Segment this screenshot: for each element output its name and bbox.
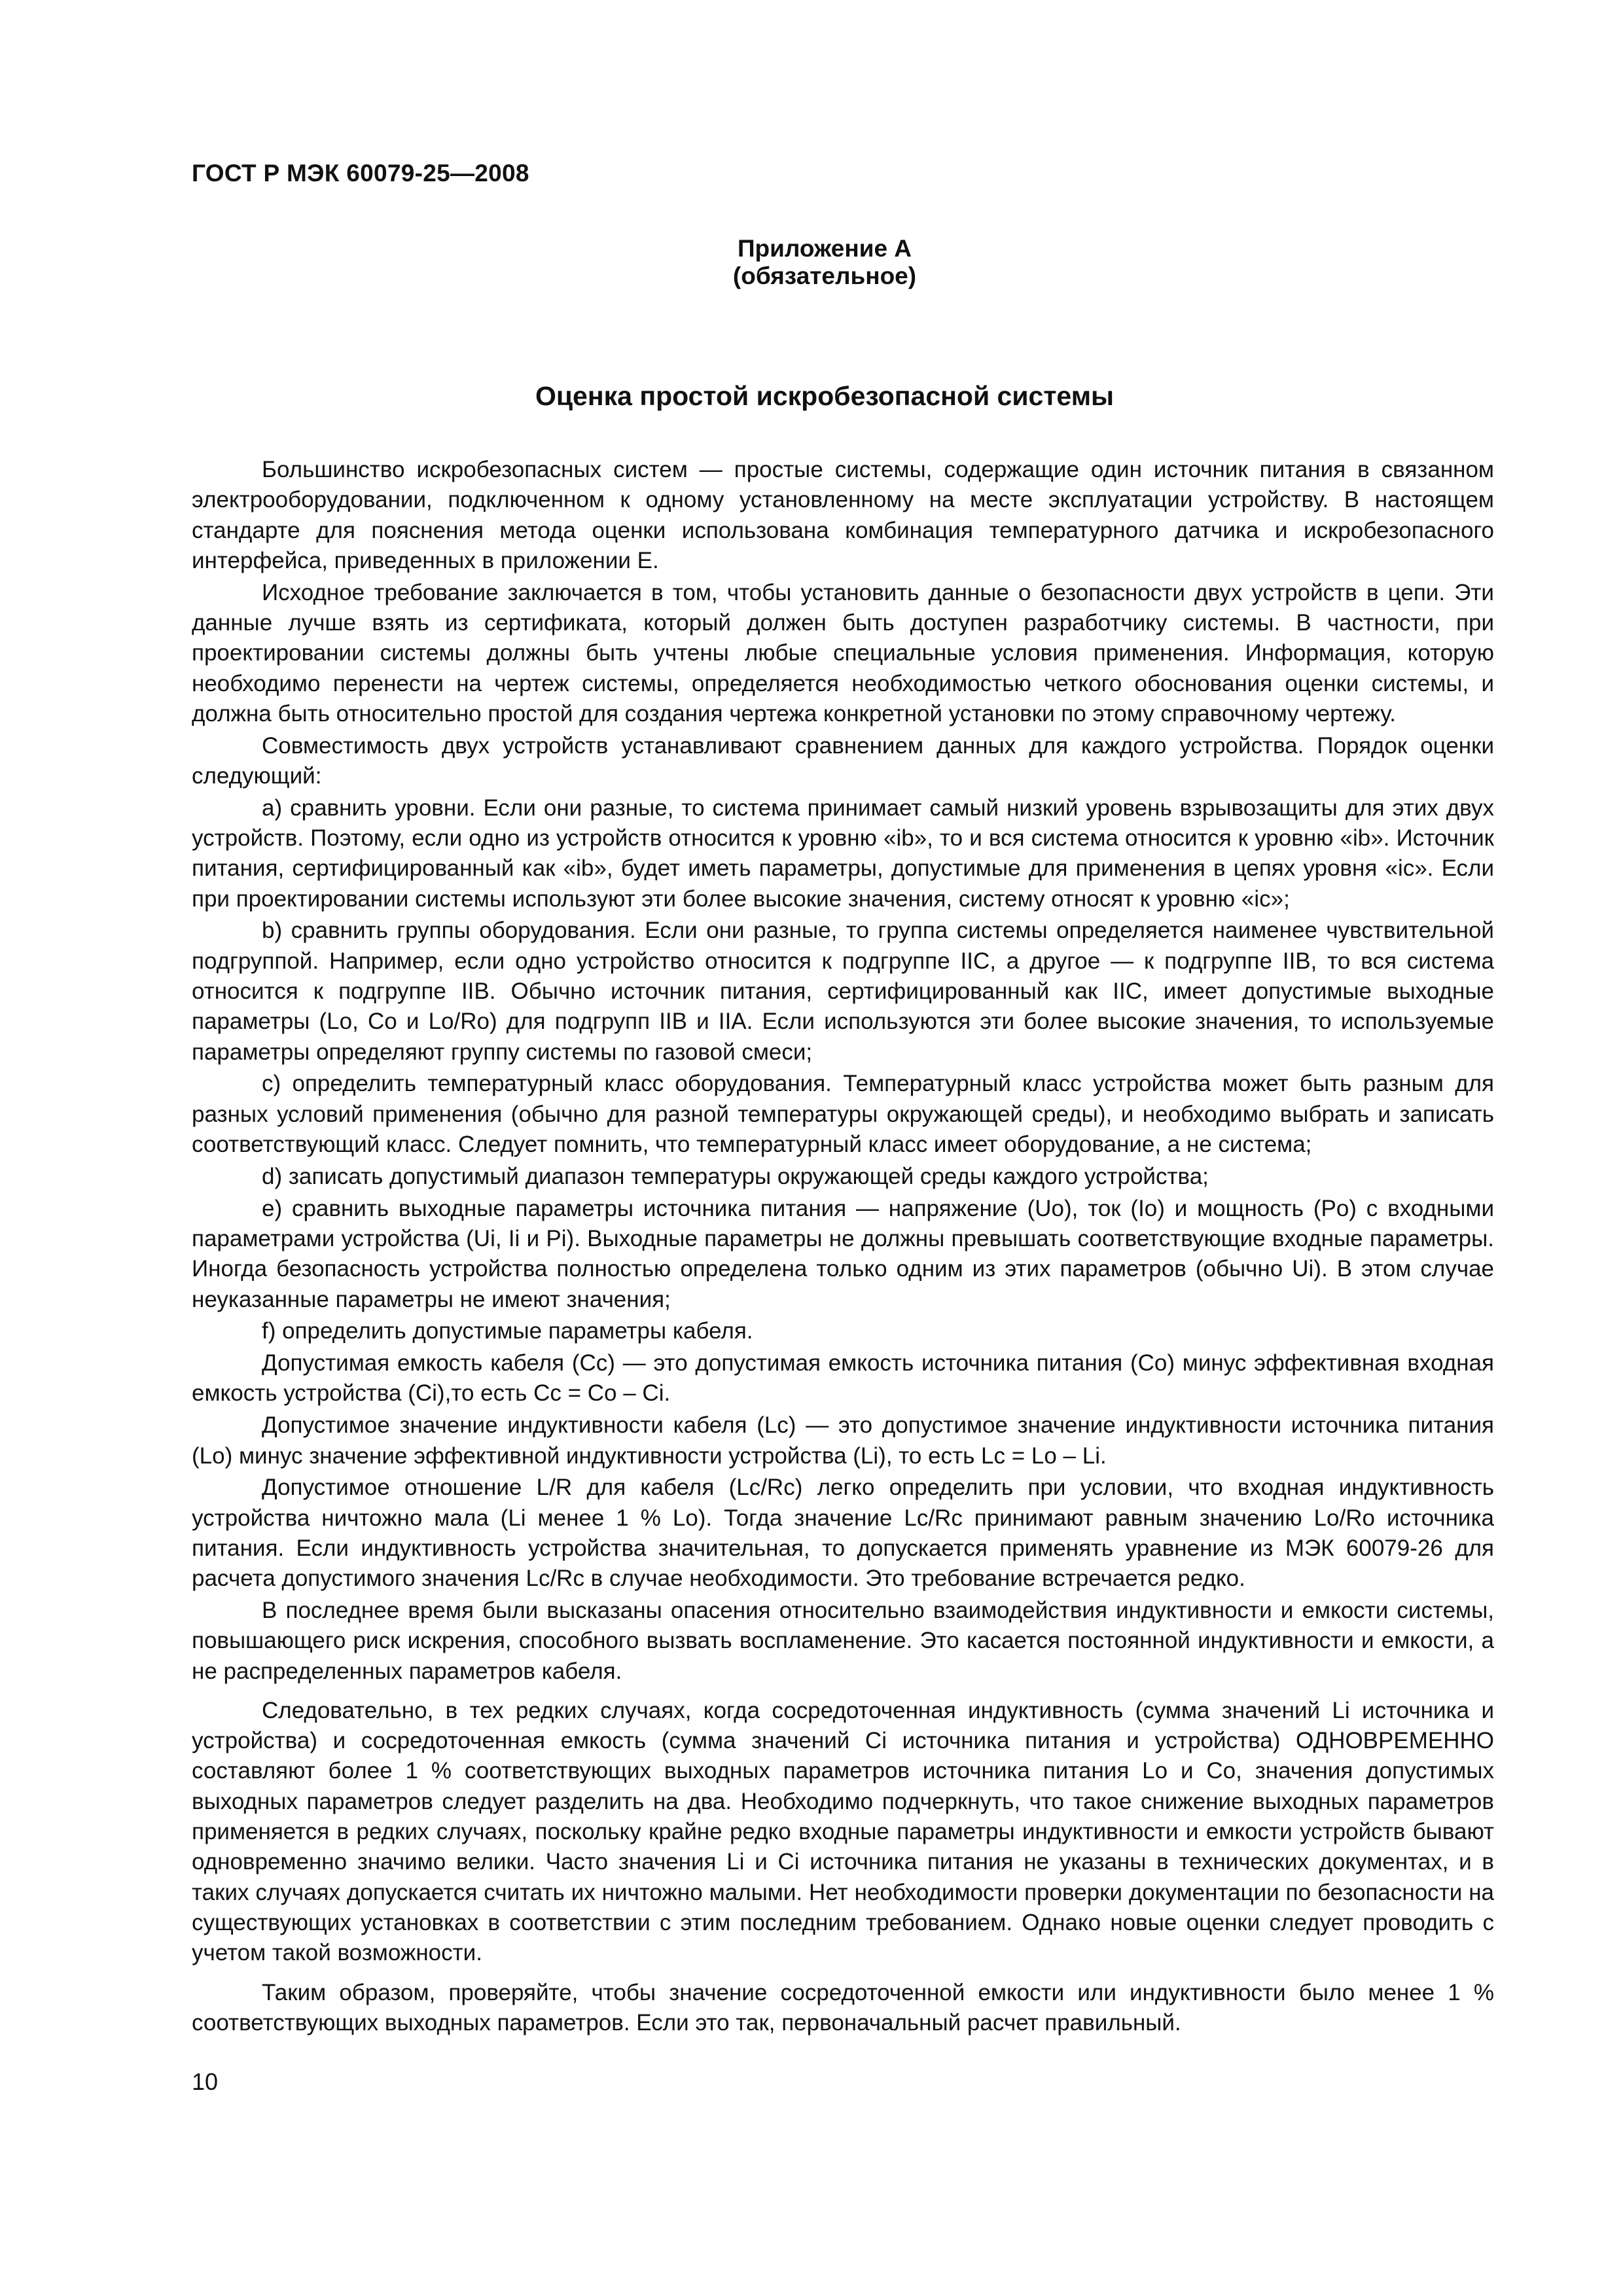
list-item-a: a) сравнить уровни. Если они разные, то система принимает самый низкий уровень взрывозащиты для этих двух устройств. Поэтому, если одно из устройств относится к уровню «ib», то и вся система относится к уровню «ib». Источник питания, сертифицированный как «ib», будет иметь параметры, допустимые для применения в цепях уровня «ic». Если при проектировании системы используют эти более высокие значения, систему относят к уровню «ic»; xyxy=(192,795,1494,912)
annex-status: (обязательное) xyxy=(732,262,917,289)
page-number: 10 xyxy=(192,2068,219,2095)
paragraph: Допустимое значение индуктивности кабеля (Lc) — это допустимое значение индуктивности источника питания (Lo) минус значение эффективной индуктивности устройства (Li), то есть Lc = Lo – Li. xyxy=(192,1412,1494,1469)
body-text xyxy=(192,455,1494,2040)
paragraph: Допустимое отношение L/R для кабеля (Lc/Rc) легко определить при условии, что входная индуктивность устройства ничтожно мала (Li менее 1 % Lo). Тогда значение Lc/Rc принимают равным значению Lo/Ro источника питания. Если индуктивность устройства значительная, то допускается применять уравнение из МЭК 60079-26 для расчета допустимого значения Lc/Rc в случае необходимости. Это требование встречается редко. xyxy=(192,1475,1494,1592)
paragraph: Следовательно, в тех редких случаях, когда сосредоточенная индуктивность (сумма значений Li источника и устройства) и сосредоточенная емкость (сумма значений Ci источника питания и устройства) ОДНОВРЕМЕННО составляют более 1 % соответствующих выходных параметров источника питания Lo и Co, значения допустимых выходных параметров следует разделить на два. Необходимо подчеркнуть, что такое снижение выходных параметров применяется в редких случаях, поскольку крайне редко входные параметры индуктивности и емкости устройств бывают одновременно значимо велики. Часто значения Li и Ci источника питания не указаны в технических документах, и в таких случаях допускается считать их ничтожно малыми. Нет необходимости проверки документации по безопасности на существующих установках в соответствии с этим последним требованием. Однако новые оценки следует проводить с учетом такой возможности. xyxy=(192,1697,1494,1966)
paragraph: В последнее время были высказаны опасения относительно взаимодействия индуктивности и емкости системы, повышающего риск искрения, способного вызвать воспламенение. Это касается постоянной индуктивности и емкости, а не распределенных параметров кабеля. xyxy=(192,1597,1494,1684)
list-item-b: b) сравнить группы оборудования. Если они разные, то группа системы определяется наименее чувствительной подгруппой. Например, если одно устройство относится к подгруппе IIC, а другое — к подгруппе IIB, то вся система относится к подгруппе IIB. Обычно источник питания, сертифицированный как IIC, имеет допустимые выходные параметры (Lo, Co и Lo/Ro) для подгрупп IIB и IIA. Если используются эти более высокие значения, то используемые параметры определяют группу системы по газовой смеси; xyxy=(192,918,1494,1065)
list-item-f: f) определить допустимые параметры кабеля. xyxy=(262,1318,753,1344)
paragraph: Допустимая емкость кабеля (Cc) — это допустимая емкость источника питания (Co) минус эффективная входная емкость устройства (Ci),то есть Cc = Co – Ci. xyxy=(192,1350,1494,1407)
paragraph: Большинство искробезопасных систем — простые системы, содержащие один источник питания в связанном электрооборудовании, подключенном к одному установленному на месте эксплуатации устройству. В настоящем стандарте для пояснения метода оценки использована комбинация температурного датчика и искробезопасного интерфейса, приведенных в приложении Е. xyxy=(192,457,1494,573)
paragraph: Совместимость двух устройств устанавливают сравнением данных для каждого устройства. Порядок оценки следующий: xyxy=(192,732,1494,789)
annex-title: Приложение А xyxy=(737,235,912,262)
list-item-c: c) определить температурный класс оборудования. Температурный класс устройства может быть разным для разных условий применения (обычно для разной температуры окружающей среды), и необходимо выбрать и записать соответствующий класс. Следует помнить, что температурный класс имеет оборудование, а не система; xyxy=(192,1071,1494,1158)
list-item-d: d) записать допустимый диапазон температуры окружающей среды каждого устройства; xyxy=(262,1163,1209,1189)
document-code: ГОСТ Р МЭК 60079-25—2008 xyxy=(192,160,529,187)
list-item-e: e) сравнить выходные параметры источника питания — напряжение (Uo), ток (Io) и мощность (Po) с входными параметрами устройства (Ui, Ii и Pi). Выходные параметры не должны превышать соответствующие входные параметры. Иногда безопасность устройства полностью определена только одним из этих параметров (обычно Ui). В этом случае неуказанные параметры не имеют значения; xyxy=(192,1195,1494,1312)
paragraph: Исходное требование заключается в том, чтобы установить данные о безопасности двух устройств в цепи. Эти данные лучше взять из сертификата, который должен быть доступен разработчику системы. В частности, при проектировании системы должны быть учтены любые специальные условия применения. Информация, которую необходимо перенести на чертеж системы, определяется необходимостью четкого обоснования оценки системы, и должна быть относительно простой для создания чертежа конкретной установки по этому справочному чертежу. xyxy=(192,579,1494,726)
section-title: Оценка простой искробезопасной системы xyxy=(535,381,1115,411)
paragraph: Таким образом, проверяйте, чтобы значение сосредоточенной емкости или индуктивности было менее 1 % соответствующих выходных параметров. Если это так, первоначальный расчет правильный. xyxy=(192,1979,1494,2036)
